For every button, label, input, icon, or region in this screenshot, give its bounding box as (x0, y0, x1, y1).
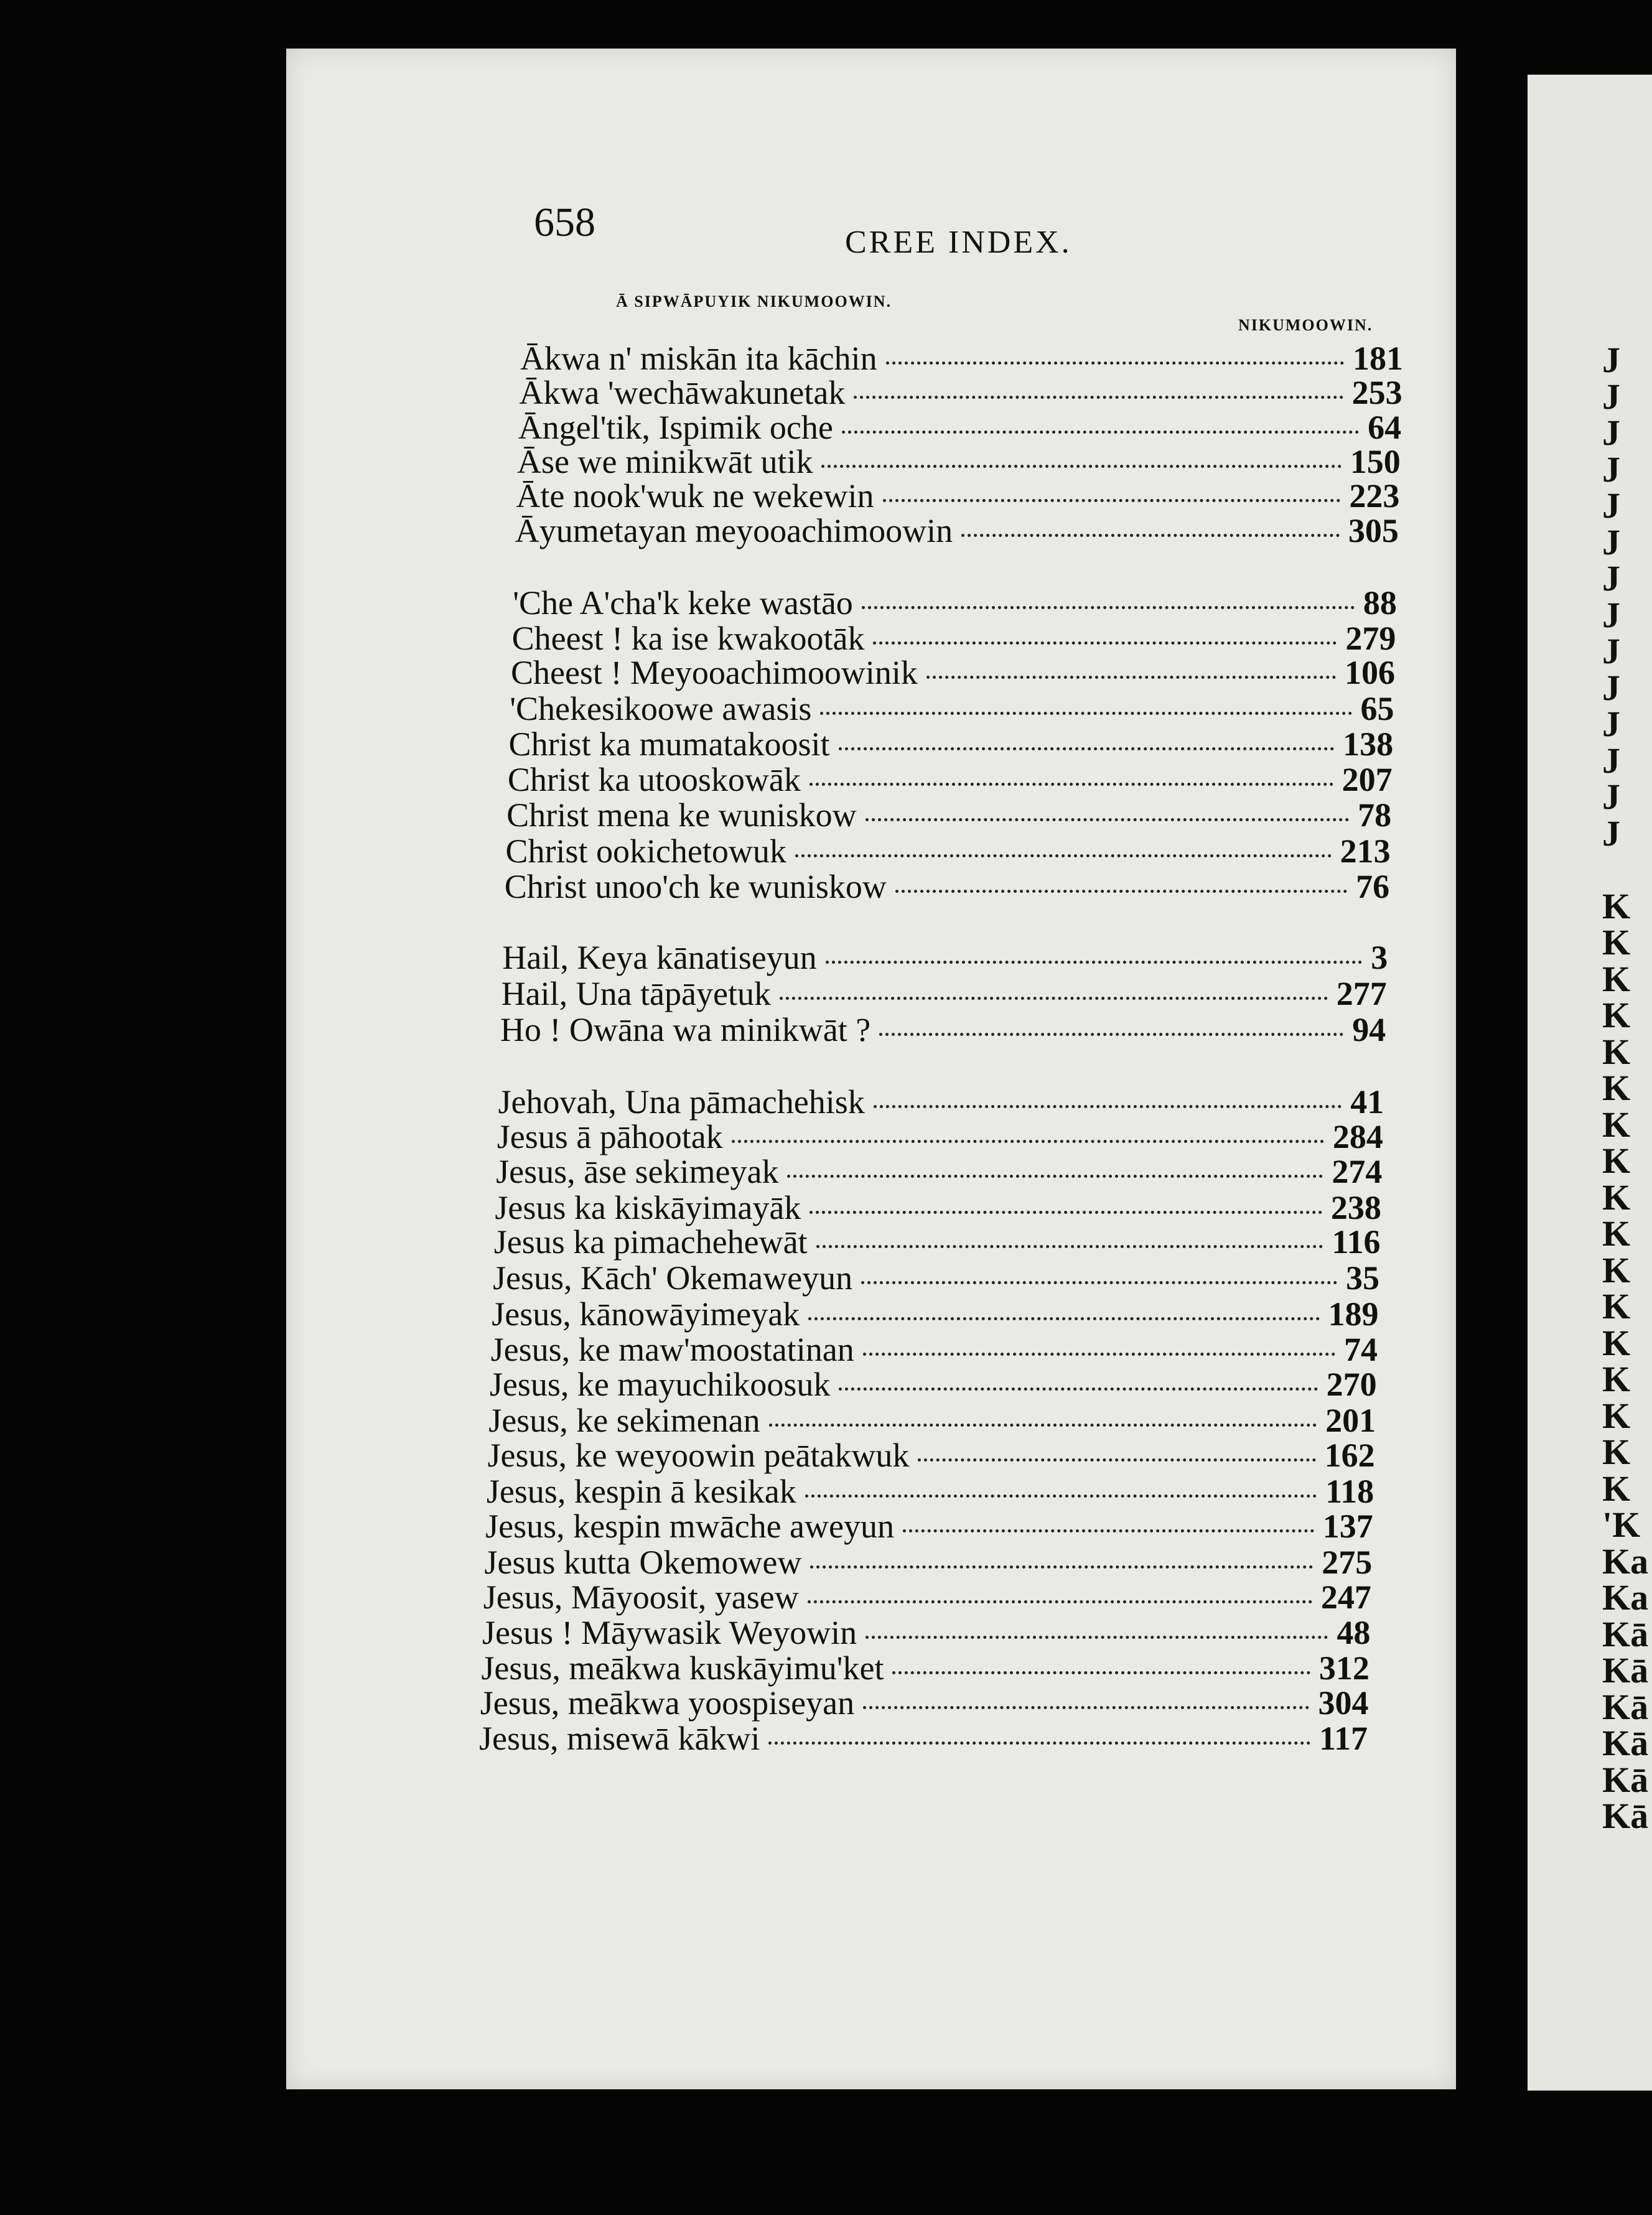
index-entry (479, 1719, 1368, 1758)
facing-page-initial: K (1602, 1031, 1631, 1072)
facing-page-initial: J (1602, 449, 1620, 490)
dot-leader (768, 1742, 1310, 1745)
dot-leader (861, 1281, 1337, 1284)
dot-leader (862, 606, 1355, 609)
facing-page-initial: Kā (1602, 1650, 1649, 1690)
hymn-first-line: Jesus ka kiskāyimayāk (495, 1189, 801, 1226)
dot-leader (732, 1140, 1324, 1143)
dot-leader (918, 1458, 1315, 1462)
hymn-number: 213 (1340, 832, 1391, 870)
hymn-first-line: Ākwa n' miskān ita kāchin (520, 340, 877, 377)
index-entry (512, 619, 1396, 658)
hymn-first-line: Ho ! Owāna wa minikwāt ? (500, 1011, 871, 1048)
index-entry (488, 1401, 1376, 1440)
facing-page-initial: K (1602, 1177, 1631, 1218)
hymn-first-line: Jesus kutta Okemowew (484, 1544, 802, 1581)
facing-page-initial: Kā (1602, 1759, 1649, 1800)
index-entry (513, 584, 1397, 622)
hymn-first-line: 'Chekesikoowe awasis (510, 690, 812, 727)
dot-leader (842, 431, 1359, 434)
hymn-number: 277 (1336, 975, 1387, 1012)
facing-page-initial: K (1602, 1468, 1631, 1509)
hymn-number: 48 (1337, 1614, 1371, 1651)
facing-page-initial: Kā (1602, 1613, 1649, 1654)
hymn-first-line: Hail, Una tāpāyetuk (501, 975, 771, 1012)
index-entry (502, 974, 1387, 1013)
dot-leader (826, 961, 1363, 964)
hymn-first-line: Jesus, kespin mwāche aweyun (485, 1508, 894, 1545)
hymn-number: 223 (1349, 477, 1400, 515)
dot-leader (769, 1424, 1317, 1427)
dot-leader (805, 1495, 1317, 1498)
hymn-first-line: Jesus, ke maw'moostatinan (490, 1331, 854, 1368)
index-entry (490, 1365, 1377, 1404)
index-entry (492, 1295, 1378, 1333)
facing-page-initial: J (1602, 594, 1620, 635)
index-entry (494, 1223, 1381, 1261)
facing-page-initial: Ka (1602, 1577, 1649, 1618)
dot-leader (810, 1211, 1322, 1214)
index-entry (498, 1083, 1384, 1121)
facing-page-initial: K (1602, 1432, 1631, 1472)
hymn-first-line: Jesus, kespin ā kesikak (486, 1473, 796, 1510)
running-head: CREE INDEX. (845, 225, 1072, 260)
index-entry (506, 796, 1391, 834)
hymn-number: 116 (1332, 1223, 1381, 1261)
facing-page-initial: J (1602, 376, 1620, 417)
facing-page-initial: J (1602, 485, 1620, 526)
dot-leader (863, 1353, 1335, 1356)
dot-leader (839, 747, 1335, 750)
dot-leader (810, 1565, 1313, 1569)
hymn-number: 270 (1326, 1366, 1377, 1403)
index-entry (500, 1010, 1386, 1049)
facing-page-initial: J (1602, 413, 1620, 453)
facing-page-initial: Ka (1602, 1541, 1649, 1582)
facing-page-initial: K (1602, 1322, 1631, 1363)
hymn-first-line: Cheest ! Meyooachimoowinik (510, 654, 918, 691)
index-entry (519, 373, 1402, 412)
facing-page-initial: J (1602, 631, 1620, 671)
dot-leader (787, 1175, 1323, 1178)
hymn-first-line: Āngel'tik, Ispimik oche (518, 409, 833, 446)
index-entry (502, 938, 1388, 977)
hymn-number: 275 (1322, 1544, 1373, 1581)
index-entry (520, 339, 1403, 378)
index-entry (485, 1507, 1373, 1546)
dot-leader (820, 712, 1351, 715)
hymn-number: 279 (1345, 620, 1396, 657)
hymn-number: 35 (1346, 1259, 1379, 1297)
facing-page-initial: K (1602, 1140, 1631, 1181)
hymn-number: 118 (1325, 1473, 1374, 1510)
dot-leader (810, 783, 1333, 786)
dot-leader (808, 1317, 1319, 1320)
index-entry (484, 1543, 1372, 1582)
hymn-number: 207 (1342, 761, 1393, 798)
hymn-first-line: Jesus ! Māywasik Weyowin (482, 1614, 857, 1651)
hymn-number: 312 (1318, 1649, 1370, 1687)
hymn-number: 238 (1330, 1189, 1381, 1226)
hymn-number: 137 (1322, 1508, 1373, 1545)
hymn-first-line: Jesus, meākwa yoospiseyan (480, 1684, 855, 1722)
hymn-first-line: Jesus, misewā kākwi (479, 1720, 760, 1757)
index-entry (516, 477, 1399, 515)
hymn-first-line: Jesus, Kāch' Okemaweyun (493, 1259, 853, 1297)
hymn-first-line: 'Che A'cha'k keke wastāo (513, 584, 853, 622)
hymn-first-line: Cheest ! ka ise kwakootāk (511, 620, 865, 657)
dot-leader (866, 1636, 1328, 1639)
facing-page-initial: K (1602, 1068, 1631, 1108)
index-entry (482, 1613, 1370, 1652)
hymn-first-line: Jesus ka pimachehewāt (493, 1223, 808, 1261)
hymn-first-line: Christ mena ke wuniskow (506, 796, 857, 834)
hymn-number: 76 (1356, 868, 1390, 905)
dot-leader (816, 1245, 1323, 1248)
index-entry (497, 1117, 1383, 1156)
hymn-first-line: Jesus ā pāhootak (497, 1118, 723, 1155)
page-number: 658 (534, 200, 595, 245)
hymn-first-line: Jesus, ke mayuchikoosuk (489, 1366, 831, 1403)
index-entry (480, 1684, 1369, 1722)
hymn-first-line: Āyumetayan meyooachimoowin (515, 512, 953, 549)
index-entry (481, 1649, 1370, 1687)
index-entry (495, 1188, 1381, 1227)
facing-page-initial: K (1602, 958, 1631, 999)
hymn-number: 88 (1363, 584, 1397, 622)
index-entry (493, 1259, 1379, 1297)
dot-leader (874, 1105, 1342, 1108)
hymn-number: 78 (1358, 796, 1392, 834)
hymn-first-line: Christ ka mumatakoosit (508, 725, 830, 763)
hymn-first-line: Ākwa 'wechāwakunetak (519, 374, 846, 411)
hymn-number: 284 (1332, 1118, 1383, 1155)
dot-leader (854, 396, 1343, 399)
facing-page-initial: K (1602, 1249, 1631, 1290)
hymn-number: 253 (1351, 374, 1402, 411)
column-heading-hymn-number: NIKUMOOWIN. (1238, 316, 1373, 334)
index-entry (488, 1436, 1375, 1475)
facing-page-initial: K (1602, 922, 1631, 963)
facing-page-initial: K (1602, 995, 1631, 1035)
dot-leader (808, 1600, 1312, 1603)
facing-page-initial: K (1602, 1359, 1631, 1399)
dot-leader (886, 361, 1344, 365)
facing-page-initial: Kā (1602, 1796, 1649, 1836)
index-entry (515, 511, 1399, 550)
hymn-number: 94 (1352, 1011, 1386, 1048)
hymn-first-line: Christ ka utooskowāk (507, 761, 801, 798)
hymn-number: 117 (1318, 1720, 1368, 1757)
facing-page-initial: J (1602, 558, 1620, 599)
hymn-number: 150 (1350, 443, 1401, 480)
index-entry (518, 408, 1401, 447)
hymn-first-line: Christ ookichetowuk (505, 832, 786, 870)
facing-page-initial: K (1602, 885, 1631, 926)
hymn-first-line: Jesus, kānowāyimeyak (492, 1295, 800, 1333)
hymn-number: 41 (1350, 1083, 1384, 1121)
index-entry (505, 867, 1389, 906)
hymn-first-line: Jesus, āse sekimeyak (496, 1153, 779, 1190)
hymn-number: 274 (1332, 1153, 1383, 1190)
dot-leader (866, 818, 1350, 821)
index-entry (517, 442, 1401, 481)
hymn-number: 106 (1345, 654, 1396, 691)
index-entry (487, 1472, 1374, 1511)
index-entry (505, 832, 1390, 870)
facing-page-initial: Kā (1602, 1686, 1649, 1727)
facing-page-initial: J (1602, 667, 1620, 708)
hymn-number: 138 (1343, 725, 1394, 763)
dot-leader (863, 1706, 1309, 1709)
facing-page-initial: J (1602, 704, 1620, 744)
hymn-first-line: Jesus, ke sekimenan (488, 1402, 760, 1439)
facing-page-initial: K (1602, 1286, 1631, 1327)
dot-leader (780, 997, 1328, 1000)
hymn-number: 305 (1348, 512, 1399, 549)
dot-leader (839, 1387, 1317, 1391)
column-heading-first-line: Ā SIPWĀPUYIK NIKUMOOWIN. (616, 292, 892, 310)
dot-leader (961, 534, 1340, 537)
dot-leader (895, 890, 1347, 893)
facing-page-initial: J (1602, 340, 1620, 380)
dot-leader (903, 1529, 1314, 1532)
dot-leader (892, 1671, 1310, 1674)
hymn-first-line: Hail, Keya kānatiseyun (502, 939, 817, 976)
index-entry (508, 760, 1393, 799)
hymn-first-line: Āte nook'wuk ne wekewin (516, 477, 874, 515)
facing-page-initial: Kā (1602, 1723, 1649, 1763)
facing-page-initial: J (1602, 813, 1620, 854)
hymn-number: 162 (1324, 1437, 1375, 1474)
facing-page-initial: K (1602, 1213, 1631, 1254)
hymn-first-line: Christ unoo'ch ke wuniskow (504, 868, 887, 905)
hymn-number: 189 (1328, 1295, 1379, 1333)
hymn-first-line: Jehovah, Una pāmachehisk (498, 1083, 865, 1121)
hymn-number: 65 (1360, 690, 1394, 727)
facing-page-initial: J (1602, 776, 1620, 817)
facing-page-initial: 'K (1602, 1504, 1641, 1545)
dot-leader (873, 641, 1337, 645)
hymn-first-line: Āse we minikwāt utik (517, 443, 813, 480)
hymn-number: 304 (1318, 1684, 1369, 1722)
hymn-first-line: Jesus, ke weyoowin peātakwuk (487, 1437, 910, 1474)
hymn-number: 181 (1353, 340, 1403, 377)
dot-leader (926, 676, 1336, 679)
index-entry (510, 689, 1394, 728)
hymn-number: 3 (1371, 939, 1388, 976)
dot-leader (883, 499, 1341, 502)
hymn-number: 247 (1320, 1578, 1371, 1616)
index-entry (511, 653, 1395, 692)
facing-page-initial: J (1602, 740, 1620, 781)
hymn-first-line: Jesus, meākwa kuskāyimu'ket (481, 1649, 884, 1687)
index-entry (509, 725, 1394, 763)
dot-leader (795, 854, 1332, 857)
index-entry (496, 1152, 1382, 1191)
hymn-first-line: Jesus, Māyoosit, yasew (483, 1578, 799, 1616)
dot-leader (879, 1033, 1343, 1036)
hymn-number: 201 (1325, 1402, 1376, 1439)
hymn-number: 74 (1344, 1331, 1378, 1368)
index-entry (491, 1330, 1378, 1369)
facing-page-initial: K (1602, 1395, 1631, 1436)
facing-page-initial: K (1602, 1104, 1631, 1145)
dot-leader (821, 465, 1341, 468)
hymn-number: 64 (1368, 409, 1402, 446)
facing-page-initial: J (1602, 521, 1620, 562)
index-entry (483, 1578, 1371, 1616)
